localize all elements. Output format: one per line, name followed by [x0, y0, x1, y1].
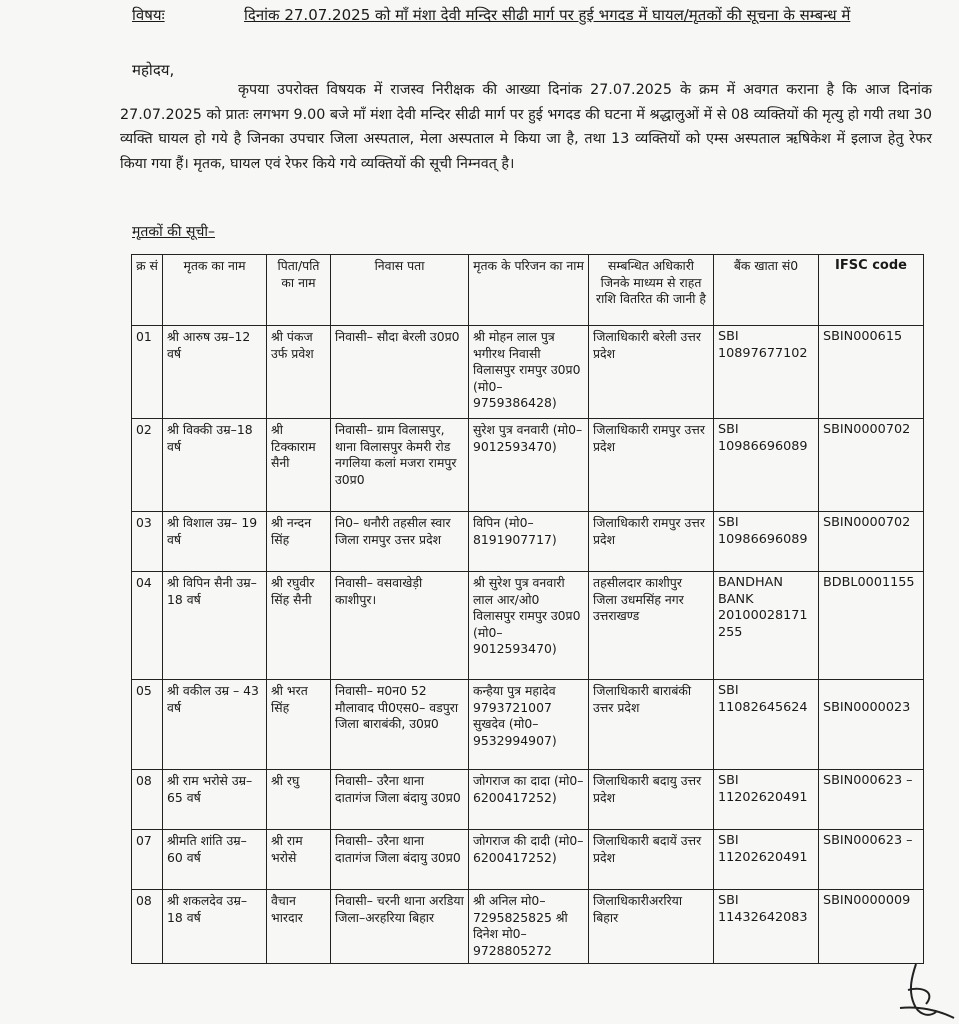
cell-officer: जिलाधिकारी रामपुर उत्तर प्रदेश	[589, 419, 714, 512]
table-row	[132, 572, 924, 680]
cell-officer: जिलाधिकारी बाराबंकी उत्तर प्रदेश	[589, 680, 714, 770]
cell-kin-name: श्री मोहन लाल पुत्र भगीरथ निवासी विलासपुर रामपुर उ0प्र0 (मो0–9759386428)	[469, 326, 589, 419]
cell-deceased-name: श्री राम भरोसे उम्र–65 वर्ष	[163, 770, 267, 830]
cell-kin-name: जोगराज का दादा (मो0– 6200417252)	[469, 770, 589, 830]
cell-father-name: श्री टिक्काराम सैनी	[267, 419, 331, 512]
signature-mark	[878, 960, 958, 1024]
cell-kin-name: सुरेश पुत्र वनवारी (मो0–9012593470)	[469, 419, 589, 512]
cell-ifsc: SBIN0000702	[819, 419, 924, 512]
cell-serial: 08	[132, 890, 163, 964]
cell-deceased-name: श्री विशाल उम्र– 19 वर्ष	[163, 512, 267, 572]
salutation: महोदय,	[132, 61, 175, 79]
header-bank-account: बैंक खाता सं0	[714, 255, 819, 326]
deceased-table	[131, 254, 924, 964]
cell-ifsc: SBIN000623 –	[819, 770, 924, 830]
cell-deceased-name: श्रीमति शांति उम्र–60 वर्ष	[163, 830, 267, 890]
cell-serial: 08	[132, 770, 163, 830]
cell-officer: तहसीलदार काशीपुर जिला उधमसिंह नगर उत्तराखण्ड	[589, 572, 714, 680]
cell-kin-name: कन्हैया पुत्र महादेव 9793721007 सुखदेव (मो0–9532994907)	[469, 680, 589, 770]
cell-officer: जिलाधिकारी बदायु उत्तर प्रदेश	[589, 770, 714, 830]
header-kin-name: मृतक के परिजन का नाम	[469, 255, 589, 326]
cell-ifsc: SBIN0000009	[819, 890, 924, 964]
cell-ifsc: SBIN000623 –	[819, 830, 924, 890]
cell-serial: 01	[132, 326, 163, 419]
cell-father-name: श्री रघु	[267, 770, 331, 830]
cell-bank-account: SBI 11082645624	[714, 680, 819, 770]
table-row	[132, 419, 924, 512]
cell-address: निवासी– उरैना थाना दातागंज जिला बंदायु उ0प्र0	[331, 830, 469, 890]
cell-serial: 05	[132, 680, 163, 770]
cell-serial: 02	[132, 419, 163, 512]
cell-father-name: श्री रघुवीर सिंह सैनी	[267, 572, 331, 680]
cell-father-name: श्री राम भरोसे	[267, 830, 331, 890]
cell-address: निवासी– सौदा बेरली उ0प्र0	[331, 326, 469, 419]
cell-deceased-name: श्री विपिन सैनी उम्र– 18 वर्ष	[163, 572, 267, 680]
table-row	[132, 770, 924, 830]
cell-ifsc: SBIN0000023	[819, 680, 924, 770]
cell-deceased-name: श्री विक्की उम्र–18 वर्ष	[163, 419, 267, 512]
cell-kin-name: विपिन (मो0– 8191907717)	[469, 512, 589, 572]
table-row	[132, 830, 924, 890]
header-officer: सम्बन्धित अधिकारी जिनके माध्यम से राहत राशि वितरित की जानी है	[589, 255, 714, 326]
cell-address: निवासी– चरनी थाना अरडिया जिला–अरहरिया बिहार	[331, 890, 469, 964]
table-row	[132, 680, 924, 770]
cell-deceased-name: श्री वकील उम्र – 43 वर्ष	[163, 680, 267, 770]
cell-ifsc: BDBL0001155	[819, 572, 924, 680]
header-father-name: पिता/पति का नाम	[267, 255, 331, 326]
header-deceased-name: मृतक का नाम	[163, 255, 267, 326]
deceased-list-title: मृतकों की सूची–	[132, 224, 215, 240]
subject-text: दिनांक 27.07.2025 को माँ मंशा देवी मन्दिर सीढी मार्ग पर हुई भगदड में घायल/मृतकों की सूचना के सम्बन्ध में	[244, 6, 851, 24]
cell-bank-account: SBI 10986696089	[714, 512, 819, 572]
cell-father-name: वैचान भारदार	[267, 890, 331, 964]
cell-kin-name: श्री सुरेश पुत्र वनवारी लाल आर/ओ0 विलासपुर रामपुर उ0प्र0 (मो0–9012593470)	[469, 572, 589, 680]
cell-father-name: श्री भरत सिंह	[267, 680, 331, 770]
header-ifsc: IFSC code	[819, 255, 924, 326]
cell-bank-account: SBI 11202620491	[714, 830, 819, 890]
cell-serial: 07	[132, 830, 163, 890]
cell-bank-account: SBI 11432642083	[714, 890, 819, 964]
cell-address: निवासी– ग्राम विलासपुर, थाना विलासपुर केमरी रोड नगलिया कलां मजरा रामपुर उ0प्र0	[331, 419, 469, 512]
cell-kin-name: जोगराज की दादी (मो0– 6200417252)	[469, 830, 589, 890]
cell-bank-account: SBI 10897677102	[714, 326, 819, 419]
body-paragraph: कृपया उपरोक्त विषयक में राजस्व निरीक्षक की आख्या दिनांक 27.07.2025 के क्रम में अवगत कराना है कि आज दिनांक 27.07.2025 को प्रातः लगभग 9.00 बजे माँ मंशा देवी मन्दिर सीढी मार्ग पर हुई भगदड की घटना में श्रद्धालुओं में से 08 व्यक्तियों की मृत्यु हो गयी तथा 30 व्यक्ति घायल हो गये है जिनका उपचार जिला अस्पताल, मेला अस्पताल मे किया जा है, तथा 13 व्यक्तियों को एम्स अस्पताल ऋषिकेश में इलाज हेतु रेफर किया गया हैं। मृतक, घायल एवं रेफर किये गये व्यक्तियों की सूची निम्नवत् है।	[120, 82, 932, 172]
cell-bank-account: BANDHAN BANK 20100028171255	[714, 572, 819, 680]
table-row	[132, 512, 924, 572]
cell-father-name: श्री नन्दन सिंह	[267, 512, 331, 572]
subject-label: विषयः	[132, 6, 165, 24]
cell-officer: जिलाधिकारी बरेली उत्तर प्रदेश	[589, 326, 714, 419]
cell-address: निवासी– म0न0 52 मौलावाद पी0एस0– वडपुरा जिला बाराबंकी, उ0प्र0	[331, 680, 469, 770]
header-serial: क्र सं	[132, 255, 163, 326]
cell-officer: जिलाधिकारी रामपुर उत्तर प्रदेश	[589, 512, 714, 572]
cell-deceased-name: श्री आरुष उम्र–12 वर्ष	[163, 326, 267, 419]
header-address: निवास पता	[331, 255, 469, 326]
cell-bank-account: SBI 10986696089	[714, 419, 819, 512]
table-row	[132, 890, 924, 964]
cell-officer: जिलाधिकारी बदायें उत्तर प्रदेश	[589, 830, 714, 890]
cell-address: नि0– धनौरी तहसील स्वार जिला रामपुर उत्तर प्रदेश	[331, 512, 469, 572]
cell-father-name: श्री पंकज उर्फ प्रवेश	[267, 326, 331, 419]
cell-serial: 04	[132, 572, 163, 680]
cell-address: निवासी– उरैना थाना दातागंज जिला बंदायु उ0प्र0	[331, 770, 469, 830]
table-header-row	[132, 255, 924, 326]
cell-kin-name: श्री अनिल मो0–7295825825 श्री दिनेश मो0–9728805272	[469, 890, 589, 964]
cell-officer: जिलाधिकारीअररिया बिहार	[589, 890, 714, 964]
table-row	[132, 326, 924, 419]
cell-deceased-name: श्री शकलदेव उम्र– 18 वर्ष	[163, 890, 267, 964]
cell-ifsc: SBIN0000702	[819, 512, 924, 572]
cell-ifsc: SBIN000615	[819, 326, 924, 419]
cell-bank-account: SBI 11202620491	[714, 770, 819, 830]
cell-address: निवासी– वसवाखेड़ी काशीपुर।	[331, 572, 469, 680]
cell-serial: 03	[132, 512, 163, 572]
